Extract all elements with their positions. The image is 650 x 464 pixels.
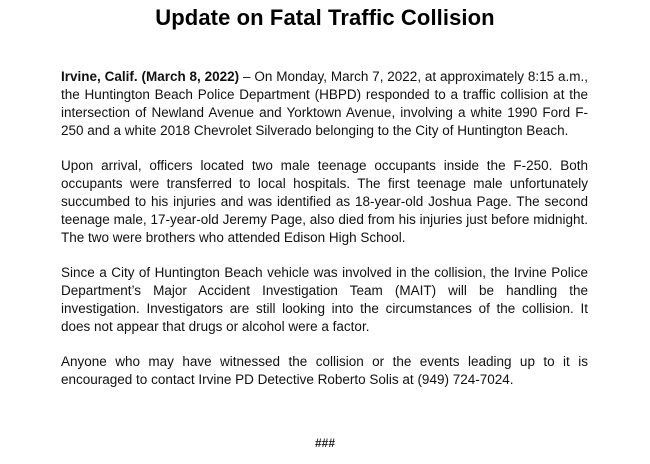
page-title: Update on Fatal Traffic Collision — [155, 5, 495, 30]
paragraph-4: Anyone who may have witnessed the collision or the events leading up to it is encouraged to contact Irvine PD Detective Roberto Solis at (949) 724-7024. — [61, 354, 588, 387]
paragraph-1 — [61, 68, 588, 140]
dateline: Irvine, Calif. (March 8, 2022) — [61, 69, 240, 84]
end-mark: ### — [314, 436, 336, 450]
paragraph-3: Since a City of Huntington Beach vehicle was involved in the collision, the Irvine Police Department’s Major Accident Investigation Team (MAIT) will be handling the investigation. Investigators are still looking into the circumstances of the collision. It does not appear that drugs or alcohol were a factor. — [61, 265, 588, 334]
press-release-body — [61, 68, 588, 406]
paragraph-2: Upon arrival, officers located two male teenage occupants inside the F-250. Both occupants were transferred to local hospitals. The first teenage male unfortunately succumbed to his injuries and was identified as 18-year-old Joshua Page. The second teenage male, 17-year-old Jeremy Page, also died from his injuries just before midnight. The two were brothers who attended Edison High School. — [61, 158, 588, 245]
paragraph-1-text: – On Monday, March 7, 2022, at approximately 8:15 a.m., the Huntington Beach Police Department (HBPD) responded to a traffic collision at the intersection of Newland Avenue and Yorktown Avenue, involving a white 1990 Ford F-250 and a white 2018 Chevrolet Silverado belonging to the City of Huntington Beach. — [61, 69, 588, 138]
